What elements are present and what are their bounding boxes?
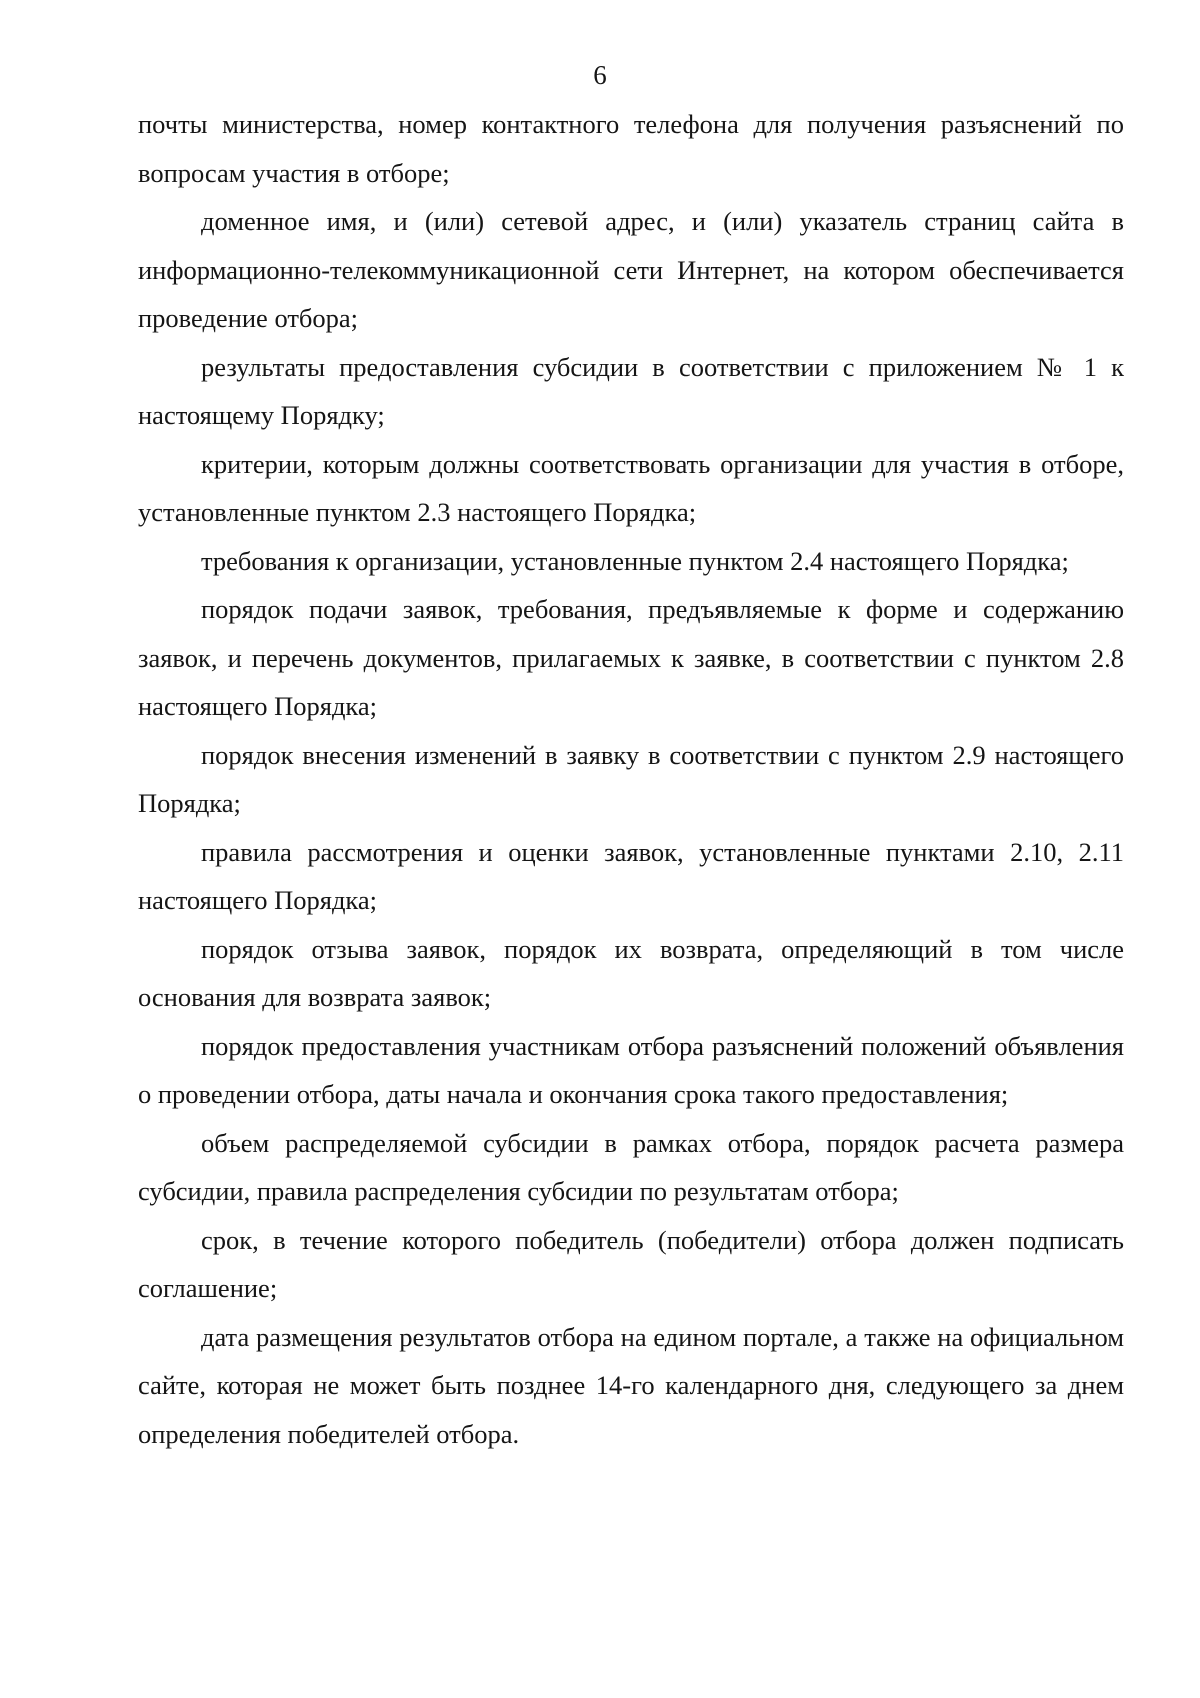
paragraph-clarifications: порядок предоставления участникам отбора разъяснений положений объявления о проведении отбора, даты начала и окончания срока такого предоставления; xyxy=(138,1030,1124,1109)
paragraph-subsidy-volume: объем распределяемой субсидии в рамках отбора, порядок расчета размера субсидии, правила распределения субсидии по результатам отбора; xyxy=(138,1127,1124,1206)
paragraph-application-changes: порядок внесения изменений в заявку в соответствии с пунктом 2.9 настоящего Порядка; xyxy=(138,739,1124,818)
document-body xyxy=(138,100,1124,1458)
paragraph-domain-name: доменное имя, и (или) сетевой адрес, и (или) указатель страниц сайта в информационно-телекоммуникационной сети Интернет, на котором обеспечивается проведение отбора; xyxy=(138,206,1124,333)
paragraph-results-date: дата размещения результатов отбора на едином портале, а также на официальном сайте, которая не может быть позднее 14-го календарного дня, следующего за днем определения победителей отбора. xyxy=(138,1321,1124,1449)
paragraph-withdrawal: порядок отзыва заявок, порядок их возврата, определяющий в том числе основания для возврата заявок; xyxy=(138,933,1124,1012)
paragraph-application-procedure: порядок подачи заявок, требования, предъявляемые к форме и содержанию заявок, и перечень документов, прилагаемых к заявке, в соответствии с пунктом 2.8 настоящего Порядка; xyxy=(138,594,1124,721)
page-number: 6 xyxy=(593,60,607,90)
paragraph-contact-info: почты министерства, номер контактного телефона для получения разъяснений по вопросам участия в отборе; xyxy=(138,109,1124,188)
paragraph-requirements: требования к организации, установленные пунктом 2.4 настоящего Порядка; xyxy=(201,545,1069,576)
paragraph-criteria: критерии, которым должны соответствовать организации для участия в отборе, установленные пунктом 2.3 настоящего Порядка; xyxy=(138,448,1124,527)
paragraph-review-rules: правила рассмотрения и оценки заявок, установленные пунктами 2.10, 2.11 настоящего Порядка; xyxy=(138,836,1124,915)
paragraph-agreement-term: срок, в течение которого победитель (победители) отбора должен подписать соглашение; xyxy=(138,1224,1124,1303)
paragraph-subsidy-results: результаты предоставления субсидии в соответствии с приложением № 1 к настоящему Порядку; xyxy=(138,351,1124,430)
